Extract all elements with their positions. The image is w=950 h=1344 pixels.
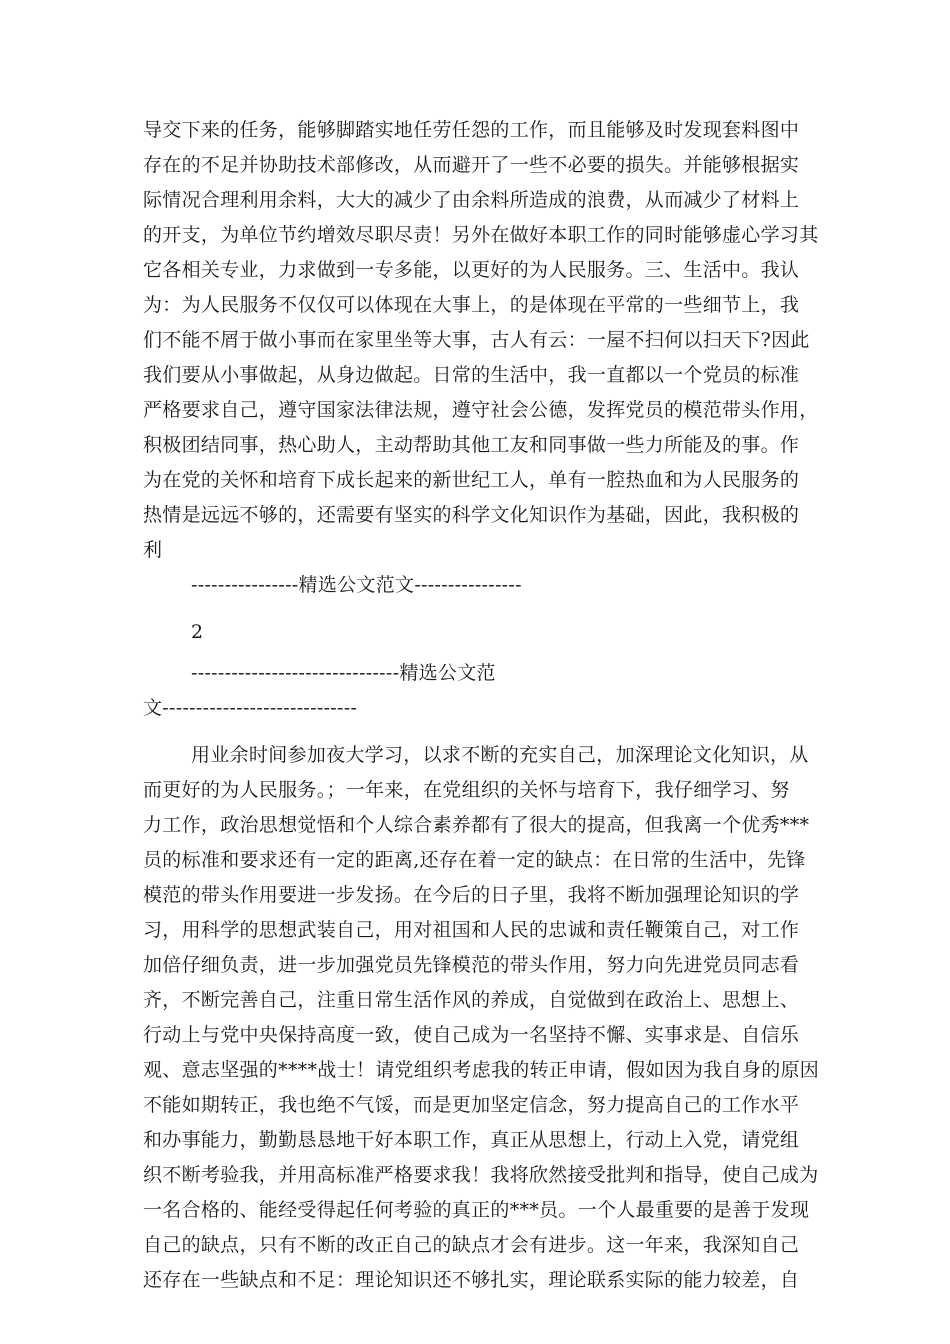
paragraph-line: 模范的带头作用要进一步发扬。在今后的日子里，我将不断加强理论知识的学 [143, 884, 800, 906]
paragraph-line: 力工作，政治思想觉悟和个人综合素养都有了很大的提高，但我离一个优秀*** [143, 814, 810, 836]
paragraph-line: 员的标准和要求还有一定的距离,还存在着一定的缺点：在日常的生活中，先锋 [143, 849, 806, 871]
paragraph-line: 我们要从小事做起，从身边做起。日常的生活中，我一直都以一个党员的标准 [143, 364, 800, 386]
paragraph-line: 际情况合理利用余料，大大的减少了由余料所造成的浪费，从而减少了材料上 [143, 189, 800, 211]
paragraph-line: 不能如期转正，我也绝不气馁，而是更加坚定信念，努力提高自己的工作水平 [143, 1094, 800, 1116]
paragraph-line: 自己的缺点，只有不断的改正自己的缺点才会有进步。这一年来，我深知自己 [143, 1234, 800, 1256]
paragraph-line: 齐，不断完善自己，注重日常生活作风的养成，自觉做到在政治上、思想上、 [143, 989, 800, 1011]
paragraph-line: 积极团结同事，热心助人，主动帮助其他工友和同事做一些力所能及的事。作 [143, 434, 800, 456]
paragraph-line: 一名合格的、能经受得起任何考验的真正的***员。一个人最重要的是善于发现 [143, 1199, 810, 1221]
paragraph-line: 利 [143, 539, 163, 561]
paragraph-line: 还存在一些缺点和不足：理论知识还不够扎实，理论联系实际的能力较差，自 [143, 1269, 800, 1291]
header-separator-continued: 文----------------------------- [143, 697, 358, 719]
page-number: 2 [191, 621, 204, 643]
paragraph-line: 为：为人民服务不仅仅可以体现在大事上，的是体现在平常的一些细节上，我 [143, 294, 800, 316]
paragraph-line: 用业余时间参加夜大学习，以求不断的充实自己，加深理论文化知识，从 [191, 744, 809, 766]
paragraph-line: 观、意志坚强的****战士！请党组织考虑我的转正申请，假如因为我自身的原因 [143, 1059, 820, 1081]
paragraph-line: 的开支，为单位节约增效尽职尽责！另外在做好本职工作的同时能够虚心学习其 [143, 224, 819, 246]
paragraph-line: 习，用科学的思想武装自己，用对祖国和人民的忠诚和责任鞭策自己，对工作 [143, 919, 800, 941]
paragraph-line: 和办事能力，勤勤恳恳地干好本职工作，真正从思想上，行动上入党，请党组 [143, 1129, 800, 1151]
paragraph-line: 织不断考验我，并用高标准严格要求我！我将欣然接受批判和指导，使自己成为 [143, 1164, 819, 1186]
footer-separator: ----------------精选公文范文---------------- [191, 574, 522, 596]
paragraph-line: 热情是远远不够的，还需要有坚实的科学文化知识作为基础，因此，我积极的 [143, 504, 800, 526]
paragraph-line: 导交下来的任务，能够脚踏实地任劳任怨的工作，而且能够及时发现套料图中 [143, 119, 800, 141]
paragraph-line: 而更好的为人民服务。；一年来，在党组织的关怀与培育下，我仔细学习、努 [143, 779, 790, 801]
paragraph-line: 们不能不屑于做小事而在家里坐等大事，古人有云：一屋不扫何以扫天下?因此 [143, 329, 810, 351]
paragraph-line: 存在的不足并协助技术部修改，从而避开了一些不必要的损失。并能够根据实 [143, 154, 800, 176]
paragraph-line: 它各相关专业，力求做到一专多能，以更好的为人民服务。三、生活中。我认 [143, 259, 800, 281]
paragraph-line: 严格要求自己，遵守国家法律法规，遵守社会公德，发挥党员的模范带头作用， [143, 399, 819, 421]
paragraph-line: 行动上与党中央保持高度一致，使自己成为一名坚持不懈、实事求是、自信乐 [143, 1024, 800, 1046]
paragraph-line: 为在党的关怀和培育下成长起来的新世纪工人，单有一腔热血和为人民服务的 [143, 469, 800, 491]
paragraph-line: 加倍仔细负责，进一步加强党员先锋模范的带头作用，努力向先进党员同志看 [143, 954, 800, 976]
header-separator: -------------------------------精选公文范 [191, 662, 496, 684]
